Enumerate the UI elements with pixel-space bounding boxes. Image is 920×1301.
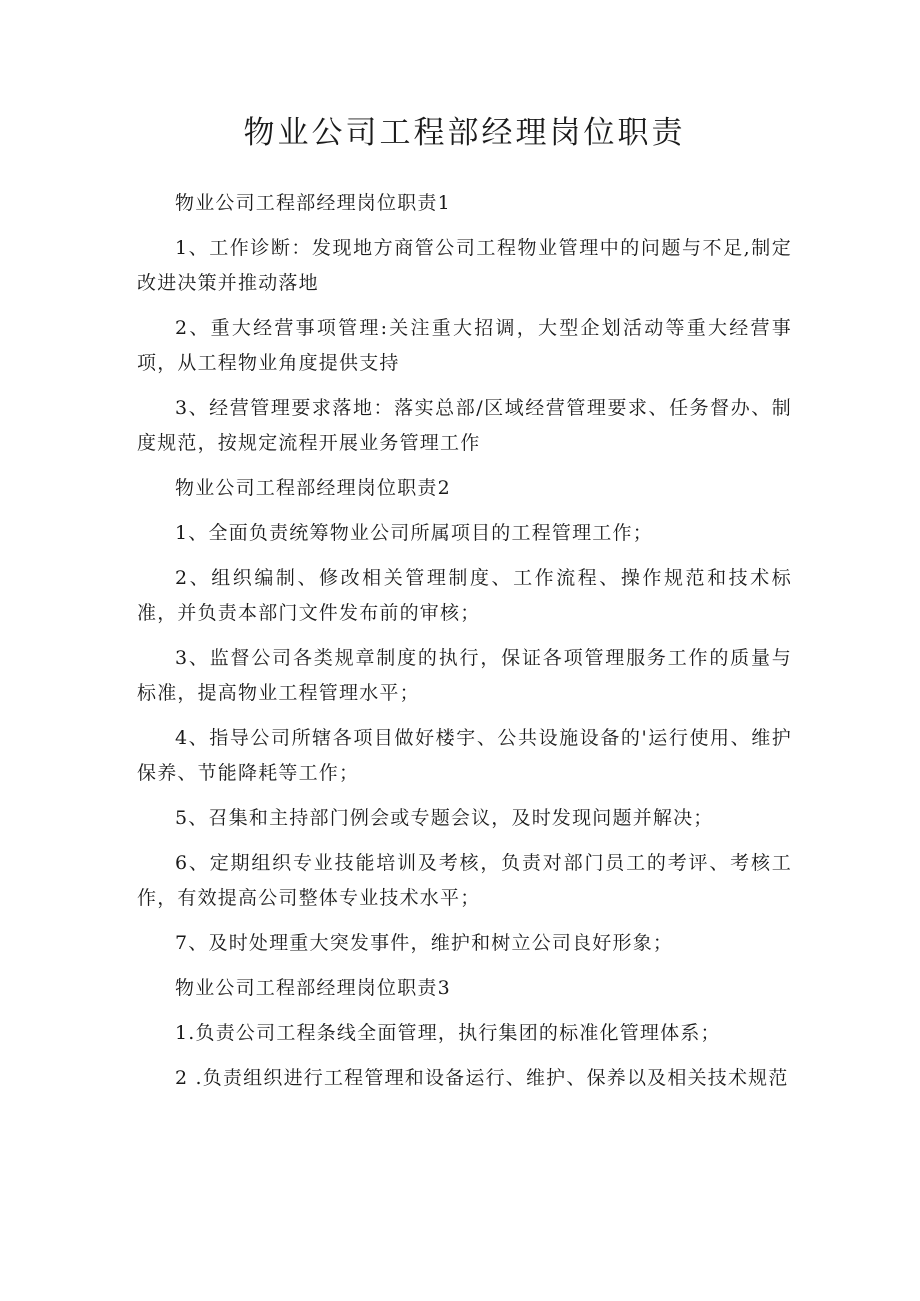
paragraph: 1、全面负责统筹物业公司所属项目的工程管理工作； <box>175 522 653 544</box>
paragraph: 2、组织编制、修改相关管理制度、工作流程、操作规范和技术标准，并负责本部门文件发布前的审核； <box>137 567 792 624</box>
paragraph: 6、定期组织专业技能培训及考核，负责对部门员工的考评、考核工作，有效提高公司整体专业技术水平； <box>137 852 792 909</box>
paragraph: 7、及时处理重大突发事件，维护和树立公司良好形象； <box>175 932 674 954</box>
paragraph: 2 .负责组织进行工程管理和设备运行、维护、保养以及相关技术规范 <box>175 1067 789 1089</box>
document-body <box>137 186 792 1106</box>
document-title: 物业公司工程部经理岗位职责 <box>243 115 686 151</box>
paragraph: 2、重大经营事项管理:关注重大招调，大型企划活动等重大经营事项，从工程物业角度提供支持 <box>137 317 792 374</box>
paragraph: 5、召集和主持部门例会或专题会议，及时发现问题并解决； <box>175 807 714 829</box>
paragraph: 3、经营管理要求落地：落实总部/区域经营管理要求、任务督办、制度规范，按规定流程开展业务管理工作 <box>137 397 792 454</box>
paragraph: 1.负责公司工程条线全面管理，执行集团的标准化管理体系； <box>175 1022 721 1044</box>
paragraph: 3、监督公司各类规章制度的执行，保证各项管理服务工作的质量与标准，提高物业工程管理水平； <box>137 647 792 704</box>
paragraph: 4、指导公司所辖各项目做好楼宇、公共设施设备的'运行使用、维护保养、节能降耗等工作； <box>137 727 792 784</box>
section-heading-2: 物业公司工程部经理岗位职责2 <box>175 477 451 499</box>
section-heading-3: 物业公司工程部经理岗位职责3 <box>175 977 451 999</box>
paragraph: 1、工作诊断：发现地方商管公司工程物业管理中的问题与不足,制定改进决策并推动落地 <box>137 237 792 294</box>
section-heading-1: 物业公司工程部经理岗位职责1 <box>175 192 451 214</box>
